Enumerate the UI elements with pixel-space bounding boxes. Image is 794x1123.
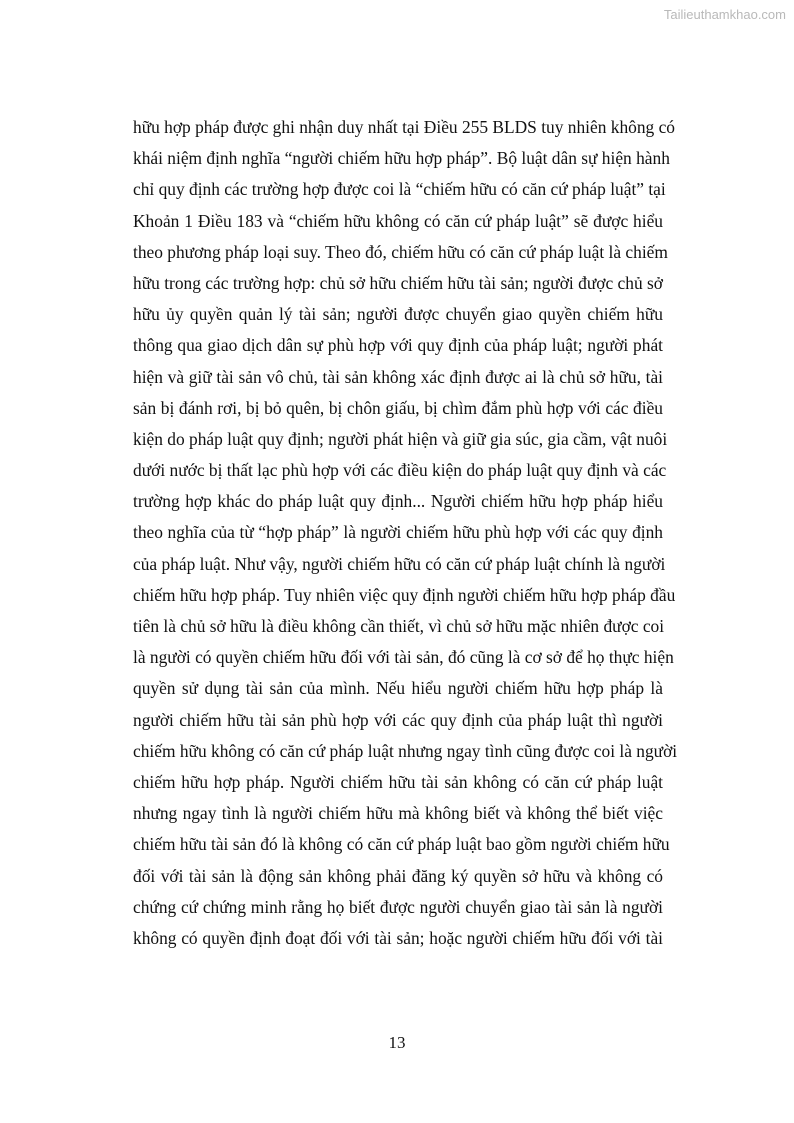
text-line: chỉ quy định các trường hợp được coi là “chiếm hữu có căn cứ pháp luật” tại: [133, 179, 666, 200]
text-line: không có quyền định đoạt đối với tài sản; hoặc người chiếm hữu đối với tài: [133, 927, 663, 948]
text-line: theo nghĩa của từ “hợp pháp” là người chiếm hữu phù hợp với các quy định: [133, 522, 663, 543]
text-line: hiện và giữ tài sản vô chủ, tài sản không xác định được ai là chủ sở hữu, tài: [133, 366, 663, 387]
text-line: chứng cứ chứng minh rằng họ biết được người chuyển giao tài sản là người: [133, 896, 663, 917]
text-line: hữu ủy quyền quản lý tài sản; người được chuyển giao quyền chiếm hữu: [133, 304, 663, 325]
text-line: đối với tài sản là động sản không phải đăng ký quyền sở hữu và không có: [133, 865, 663, 886]
body-text: [133, 112, 678, 954]
text-line: của pháp luật. Như vậy, người chiếm hữu có căn cứ pháp luật chính là người: [133, 553, 666, 574]
text-line: khái niệm định nghĩa “người chiếm hữu hợp pháp”. Bộ luật dân sự hiện hành: [133, 148, 670, 169]
text-line: trường hợp khác do pháp luật quy định... Người chiếm hữu hợp pháp hiểu: [133, 491, 663, 512]
page-number: 13: [388, 1033, 406, 1052]
text-line: chiếm hữu không có căn cứ pháp luật nhưng ngay tình cũng được coi là người: [133, 740, 678, 761]
text-line: Khoản 1 Điều 183 và “chiếm hữu không có căn cứ pháp luật” sẽ được hiểu: [133, 210, 663, 231]
text-line: sản bị đánh rơi, bị bỏ quên, bị chôn giấu, bị chìm đắm phù hợp với các điều: [133, 397, 663, 418]
text-line: hữu trong các trường hợp: chủ sở hữu chiếm hữu tài sản; người được chủ sở: [133, 272, 663, 293]
text-line: là người có quyền chiếm hữu đối với tài sản, đó cũng là cơ sở để họ thực hiện: [133, 647, 674, 668]
text-line: kiện do pháp luật quy định; người phát hiện và giữ gia súc, gia cầm, vật nuôi: [133, 428, 668, 449]
text-line: người chiếm hữu tài sản phù hợp với các quy định của pháp luật thì người: [133, 709, 663, 730]
watermark: Tailieuthamkhao.com: [663, 7, 786, 22]
text-line: nhưng ngay tình là người chiếm hữu mà không biết và không thể biết việc: [133, 803, 663, 824]
text-line: theo phương pháp loại suy. Theo đó, chiếm hữu có căn cứ pháp luật là chiếm: [133, 241, 668, 262]
text-line: hữu hợp pháp được ghi nhận duy nhất tại Điều 255 BLDS tuy nhiên không có: [133, 117, 675, 137]
text-line: dưới nước bị thất lạc phù hợp với các điều kiện do pháp luật quy định và các: [133, 460, 667, 481]
text-line: chiếm hữu hợp pháp. Người chiếm hữu tài sản không có căn cứ pháp luật: [133, 771, 663, 792]
text-line: quyền sử dụng tài sản của mình. Nếu hiểu người chiếm hữu hợp pháp là: [133, 678, 663, 699]
text-line: tiên là chủ sở hữu là điều không cần thiết, vì chủ sở hữu mặc nhiên được coi: [133, 616, 665, 636]
text-line: thông qua giao dịch dân sự phù hợp với quy định của pháp luật; người phát: [133, 335, 663, 356]
text-line: chiếm hữu hợp pháp. Tuy nhiên việc quy định người chiếm hữu hợp pháp đầu: [133, 584, 676, 605]
text-line: chiếm hữu tài sản đó là không có căn cứ pháp luật bao gồm người chiếm hữu: [133, 834, 670, 855]
